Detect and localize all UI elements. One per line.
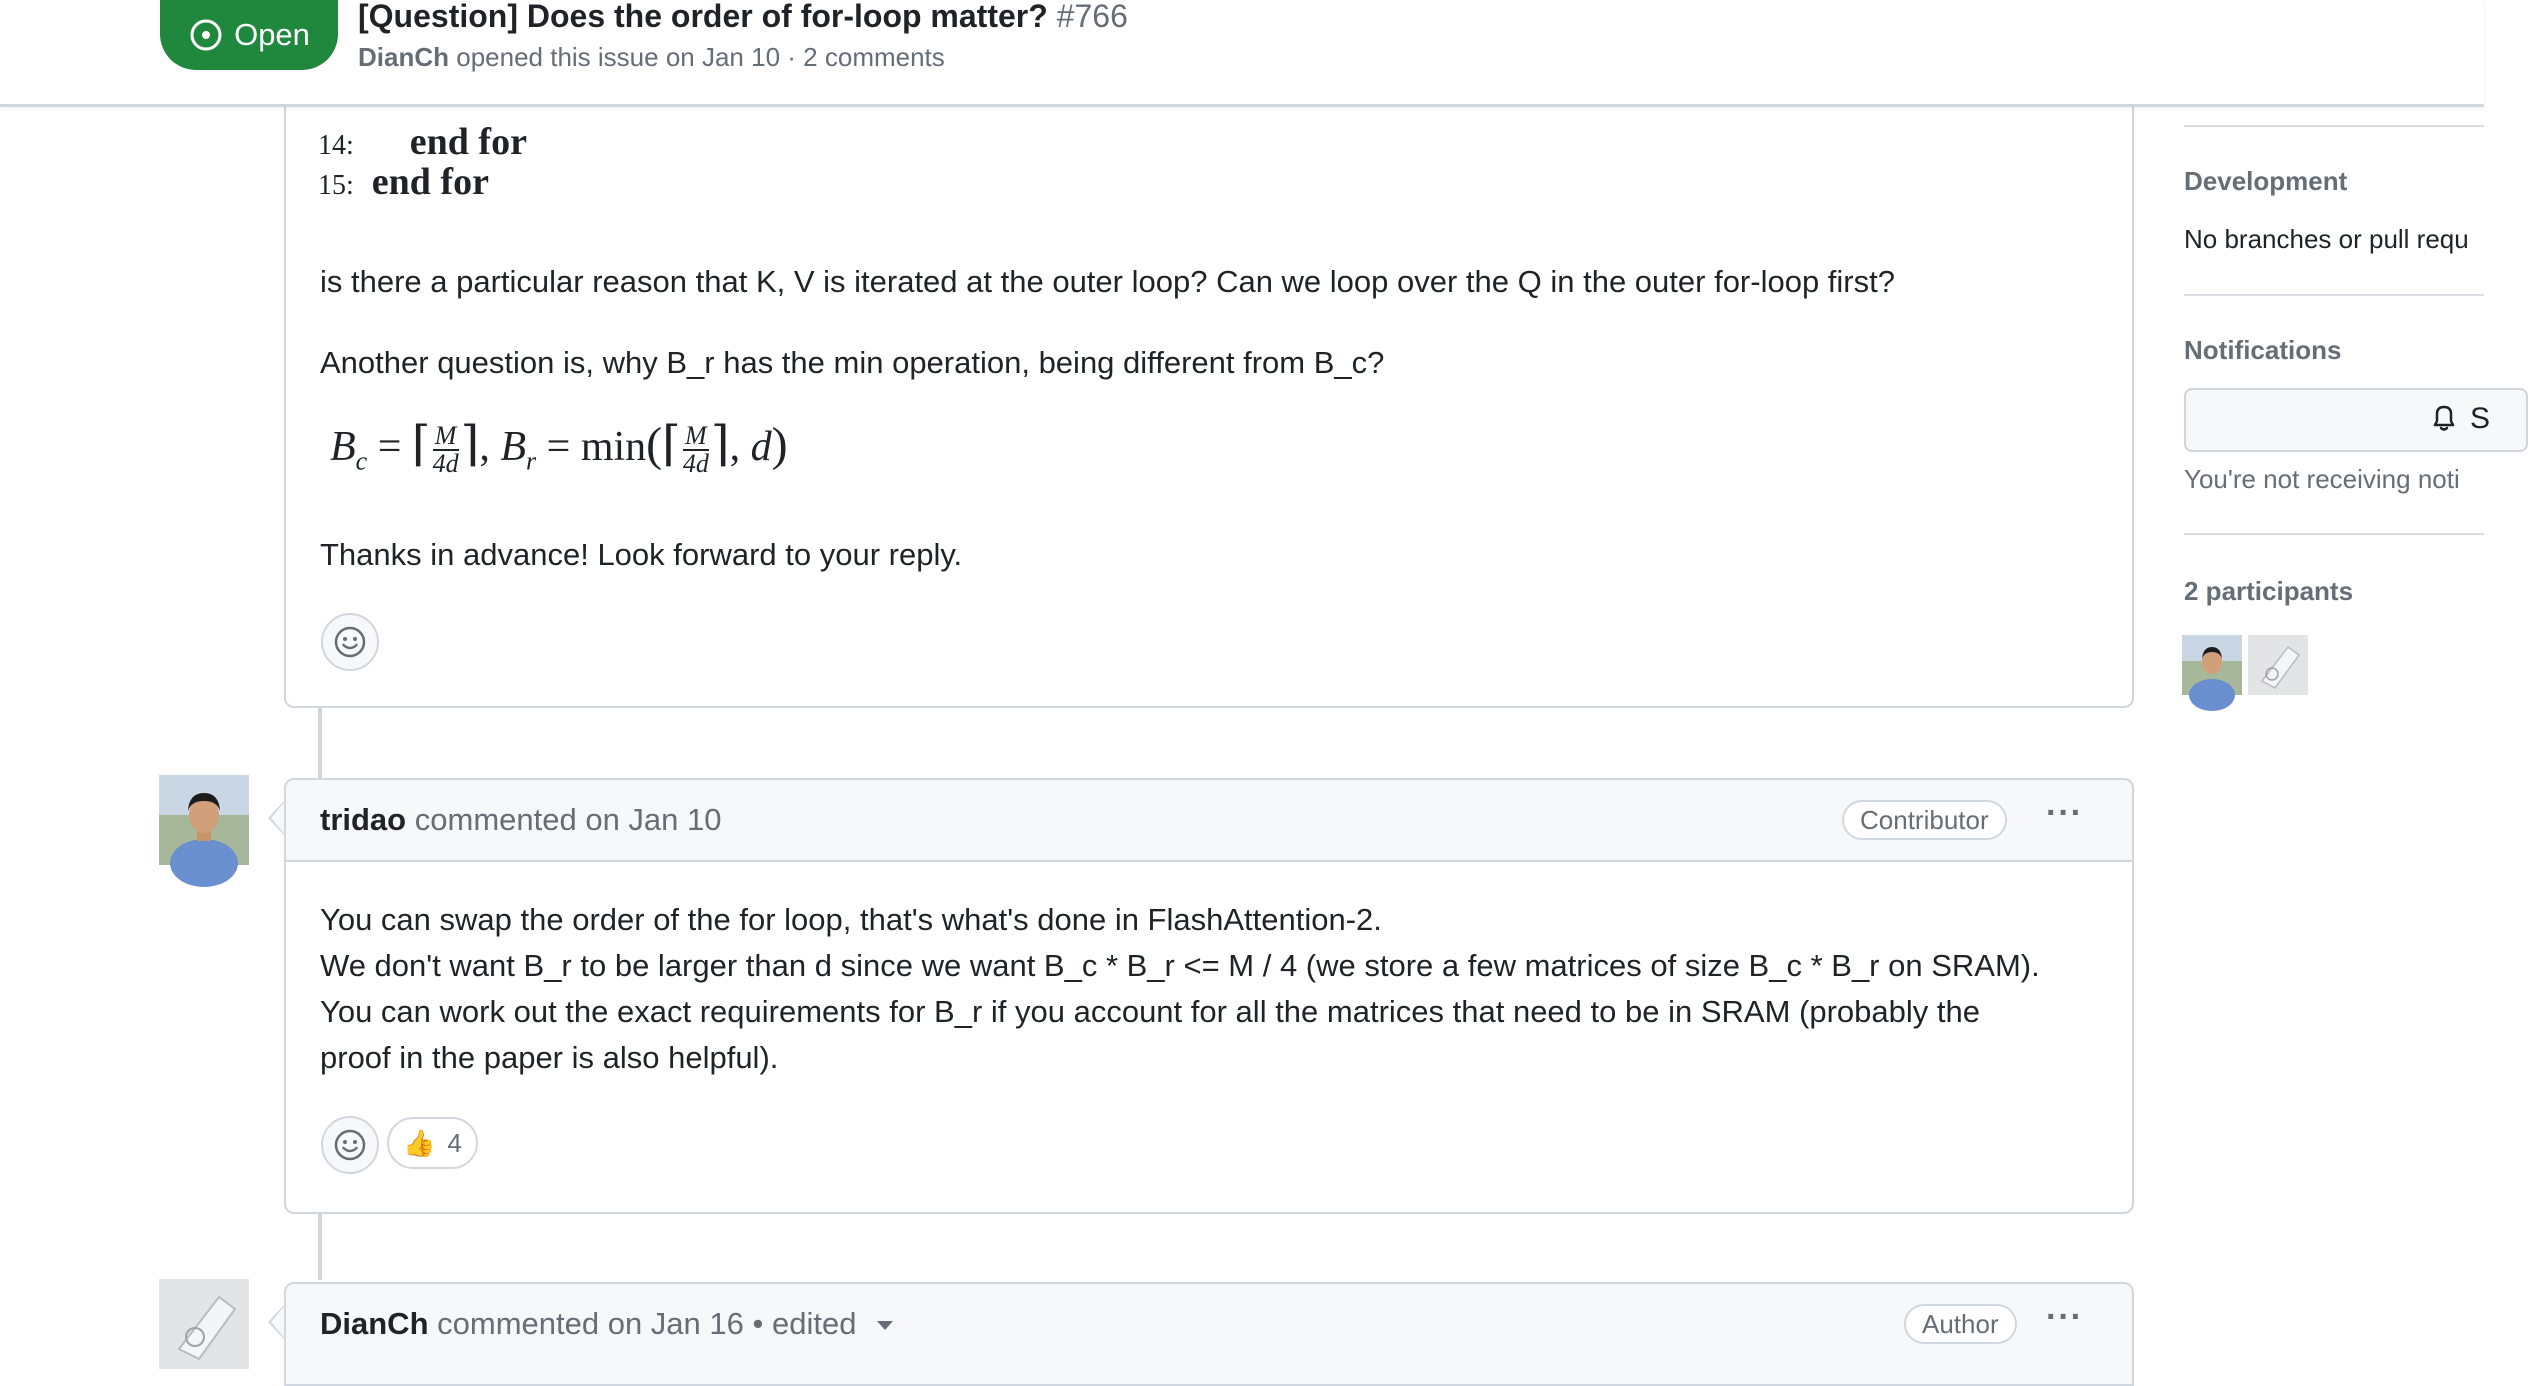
formula-denominator: 4d bbox=[682, 449, 709, 479]
comment-options-button[interactable]: ··· bbox=[2046, 794, 2083, 832]
algorithm-line-text: end for bbox=[371, 161, 489, 203]
add-reaction-button[interactable] bbox=[321, 1116, 379, 1174]
comment-options-button[interactable]: ··· bbox=[2046, 1298, 2083, 1336]
comment-author-link[interactable]: DianCh bbox=[320, 1306, 429, 1341]
development-text: No branches or pull requ bbox=[2184, 224, 2469, 254]
comment-paragraph: Thanks in advance! Look forward to your reply. bbox=[320, 537, 963, 572]
formula-equals: = bbox=[377, 424, 402, 470]
algorithm-line bbox=[318, 120, 527, 164]
development-heading: Development bbox=[2184, 166, 2348, 196]
participants-heading: 2 participants bbox=[2184, 576, 2354, 606]
edited-dropdown[interactable]: • edited bbox=[752, 1306, 857, 1341]
sticky-issue-header bbox=[0, 0, 2484, 107]
comment-author-line bbox=[320, 1306, 893, 1342]
algorithm-line-text: end for bbox=[409, 121, 527, 163]
sidebar-divider bbox=[2184, 533, 2484, 535]
issue-status-badge bbox=[160, 0, 338, 70]
issue-opened-icon bbox=[188, 17, 224, 53]
participant-avatar[interactable] bbox=[2182, 635, 2242, 695]
notifications-status-text: You're not receiving noti bbox=[2184, 464, 2460, 494]
formula-numerator: M bbox=[433, 423, 459, 451]
formula-min: min bbox=[580, 424, 647, 470]
thumbs-up-reaction[interactable] bbox=[387, 1117, 478, 1169]
smiley-icon bbox=[333, 625, 367, 659]
issue-number: #766 bbox=[1056, 0, 1128, 34]
comment-timestamp[interactable]: commented on Jan 16 bbox=[437, 1306, 744, 1341]
chevron-down-icon[interactable] bbox=[877, 1321, 893, 1330]
comment-paragraph: is there a particular reason that K, V is iterated at the outer loop? Can we loop over the Q in the outer for-loop first? bbox=[320, 264, 1895, 299]
formula-subscript: c bbox=[355, 446, 368, 476]
user-avatar-image bbox=[159, 1279, 249, 1369]
issue-opened-text: opened this issue on Jan 10 bbox=[456, 42, 781, 72]
reaction-count: 4 bbox=[447, 1127, 462, 1158]
sidebar-divider bbox=[2184, 125, 2484, 127]
comment-paragraph: Another question is, why B_r has the min operation, being different from B_c? bbox=[320, 345, 1385, 380]
participant-avatar-image bbox=[2182, 635, 2242, 695]
issue-title-text: [Question] Does the order of for-loop matter? bbox=[358, 0, 1048, 34]
comment-line: proof in the paper is also helpful). bbox=[320, 1040, 779, 1075]
formula-denominator: 4d bbox=[432, 449, 459, 479]
formula-subscript: r bbox=[526, 446, 537, 476]
issue-comment-count: 2 comments bbox=[803, 42, 945, 72]
formula-symbol: d bbox=[750, 424, 772, 470]
issue-meta bbox=[358, 42, 945, 73]
participant-avatar-image bbox=[2248, 635, 2308, 695]
comment-author-link[interactable]: tridao bbox=[320, 802, 407, 837]
comment-timestamp[interactable]: commented on Jan 10 bbox=[414, 802, 722, 837]
user-avatar-image bbox=[159, 775, 249, 865]
subscribe-button-label: S bbox=[2470, 402, 2491, 435]
add-reaction-button[interactable] bbox=[321, 613, 379, 671]
algorithm-line-number: 15: bbox=[318, 170, 354, 201]
comment-line: You can work out the exact requirements for B_r if you account for all the matrices that need to be in SRAM (probably the bbox=[320, 994, 1980, 1029]
issue-title[interactable] bbox=[358, 0, 1128, 35]
avatar[interactable] bbox=[159, 1279, 249, 1369]
avatar[interactable] bbox=[159, 775, 249, 865]
block-size-formula: $B_c$ = ⌈ $\frac{M}{4d}$ ⌉, $B_r$ = min(⌈ $\frac{M}{4d}$ ⌉, d) bbox=[330, 418, 788, 479]
bell-icon bbox=[2426, 400, 2462, 436]
subscribe-button[interactable] bbox=[2184, 388, 2528, 452]
meta-separator: · bbox=[787, 42, 796, 72]
notifications-heading: Notifications bbox=[2184, 335, 2342, 365]
formula-equals: = bbox=[546, 424, 571, 470]
issue-author-link[interactable]: DianCh bbox=[358, 42, 449, 72]
timeline-connector bbox=[318, 1212, 322, 1280]
participant-avatar[interactable] bbox=[2248, 635, 2308, 695]
smiley-icon bbox=[333, 1128, 367, 1162]
algorithm-line-number: 14: bbox=[318, 130, 354, 161]
formula-symbol: B bbox=[330, 424, 356, 470]
algorithm-excerpt bbox=[318, 120, 527, 204]
issue-status-label: Open bbox=[234, 17, 310, 52]
thumbs-up-icon: 👍 bbox=[403, 1127, 436, 1158]
formula-fraction bbox=[433, 423, 459, 477]
timeline-connector bbox=[318, 706, 322, 778]
comment-author-line bbox=[320, 802, 722, 838]
formula-numerator: M bbox=[683, 423, 709, 451]
author-badge: Author bbox=[1904, 1304, 2017, 1344]
sidebar-divider bbox=[2184, 294, 2484, 296]
comment-line: We don't want B_r to be larger than d since we want B_c * B_r <= M / 4 (we store a few matrices of size B_c * B_r on SRAM). bbox=[320, 948, 2040, 983]
formula-symbol: B bbox=[500, 424, 527, 470]
formula-fraction bbox=[683, 423, 709, 477]
algorithm-line bbox=[318, 160, 527, 204]
comment-line: You can swap the order of the for loop, that's what's done in FlashAttention-2. bbox=[320, 902, 1382, 937]
contributor-badge: Contributor bbox=[1842, 800, 2007, 840]
